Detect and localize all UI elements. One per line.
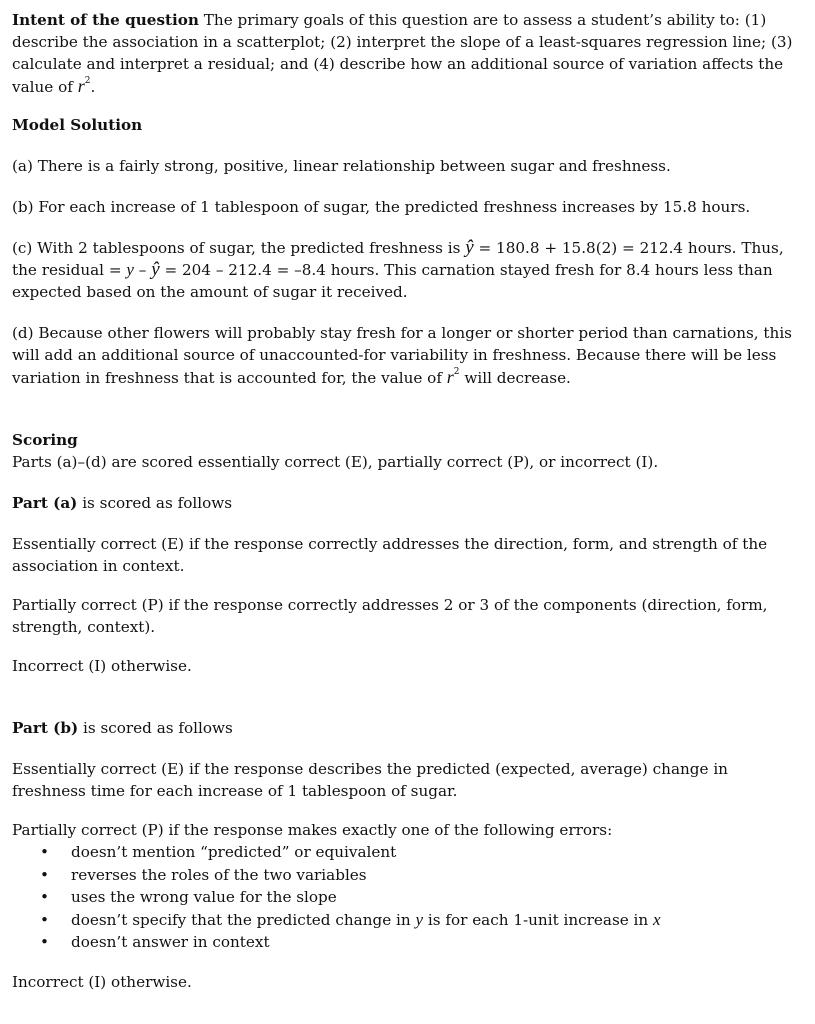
intent-text: The primary goals of this question are to assess a student’s ability to: (1) describe the association in a scatterplot; (2) interpret the slope of a least-squares regression line; (3) calculate and interpret a residual; and (4) describe how an additional source of variation affects the value of [12,11,793,96]
model-part-d [12,322,802,389]
part-b-label: Part (b) [12,719,79,737]
model-heading-text: Model Solution [12,116,143,134]
part-b-incorrect: Incorrect (I) otherwise. [12,972,192,991]
scoring-heading [12,429,802,451]
scoring-intro: Parts (a)–(d) are scored essentially correct (E), partially correct (P), or incorrect (I). [12,453,659,471]
model-d-text: (d) Because other flowers will probably stay fresh for a longer or shorter period than carnations, this will add an additional source of unaccounted-for variability in freshness. Because there will be less variation in freshness that is accounted for, the value of [12,324,792,387]
part-b-suffix: is scored as follows [82,719,233,737]
model-c-text1: (c) With 2 tablespoons of sugar, the predicted freshness is [12,239,461,257]
list-item [12,931,802,954]
scoring-heading-text: Scoring [12,431,78,449]
model-c-text3: the residual = [12,261,122,279]
model-d-r-squared: 2 [453,367,460,377]
intent-heading: Intent of the question [12,11,199,29]
model-c-text2: = 180.8 + 15.8(2) = 212.4 hours. Thus, [478,239,784,257]
document-page [12,9,802,993]
intent-paragraph [12,9,802,98]
part-b-partially-correct: Partially correct (P) if the response makes exactly one of the following errors: [12,821,613,839]
error-text: doesn’t specify that the predicted change in [71,910,411,929]
part-a-heading [12,492,802,514]
list-item [12,886,802,909]
part-a-suffix: is scored as follows [82,494,233,512]
bullet-icon: • [40,865,49,884]
y-hat-symbol: ŷ [465,237,474,258]
bullet-icon: • [40,843,49,861]
error-text: reverses the roles of the two variables [71,865,367,884]
part-a-incorrect: Incorrect (I) otherwise. [12,657,192,675]
error-list [12,841,802,954]
error-text: uses the wrong value for the slope [71,888,337,907]
model-d-end: will decrease. [464,369,571,387]
x-variable: x [653,909,661,929]
intent-r-var: r [77,76,85,96]
error-text: doesn’t mention “predicted” or equivalent [71,843,397,861]
bullet-icon: • [40,888,49,907]
intent-r-squared: 2 [84,76,91,86]
part-b-heading [12,717,802,739]
bullet-icon: • [40,910,49,929]
error-text: doesn’t answer in context [71,933,270,952]
intent-period: . [90,78,96,96]
part-a-partially-correct: Partially correct (P) if the response correctly addresses 2 or 3 of the components (direction, form, strength, context). [12,596,768,636]
minus-sign: – [138,261,147,279]
bullet-icon: • [40,933,49,952]
model-part-b: (b) For each increase of 1 tablespoon of sugar, the predicted freshness increases by 15.8 hours. [12,198,751,216]
part-a-label: Part (a) [12,494,78,512]
part-a-essentially-correct: Essentially correct (E) if the response correctly addresses the direction, form, and strength of the association in context. [12,535,768,575]
list-item [12,909,802,932]
part-b-essentially-correct: Essentially correct (E) if the response describes the predicted (expected, average) change in freshness time for each increase of 1 tablespoon of sugar. [12,760,728,800]
y-variable: y [415,909,424,929]
error-text: is for each 1-unit increase in [427,910,649,929]
y-hat-symbol-2: ŷ [151,259,160,280]
model-d-r-var: r [446,367,454,387]
model-part-a: (a) There is a fairly strong, positive, linear relationship between sugar and freshness. [12,157,671,175]
list-item [12,864,802,887]
model-heading [12,114,802,136]
model-part-c [12,237,802,303]
list-item [12,841,802,864]
y-variable: y [126,260,134,279]
model-c-text5: = 204 – 212.4 = –8.4 hours. This carnation stayed fresh for 8.4 hours less than expected based on the amount of sugar it received. [12,261,773,301]
